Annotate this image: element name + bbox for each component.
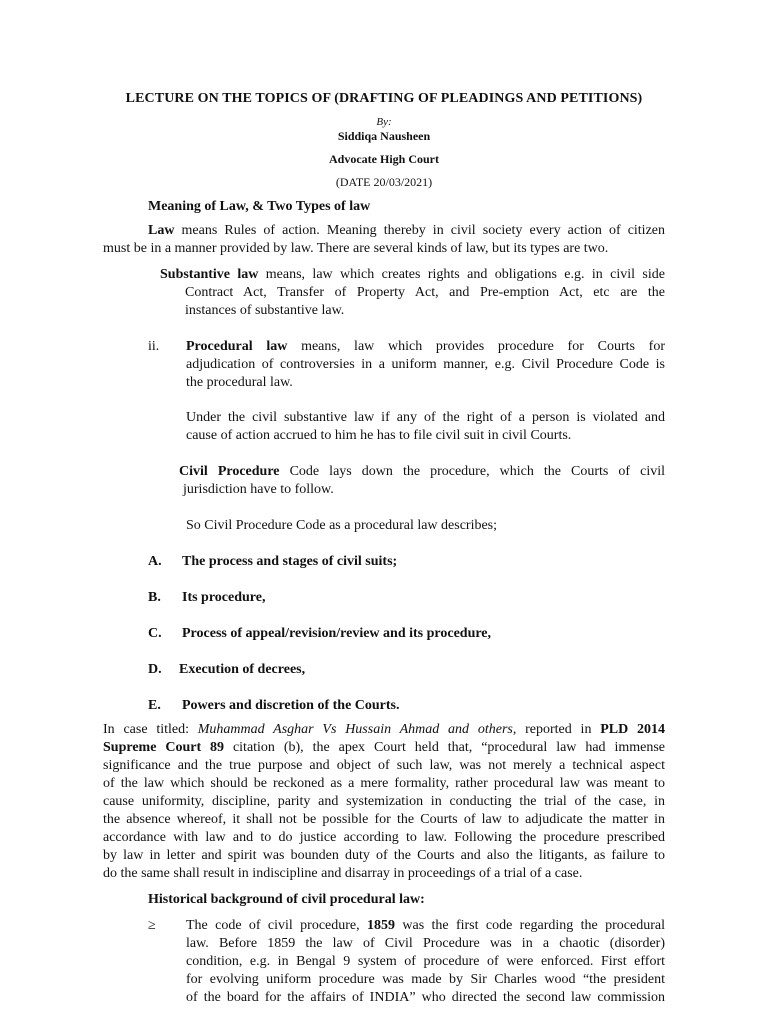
case-line-5: cause uniformity, discipline, parity and systemization in conducting the trial of the case, in [103, 794, 665, 809]
author-name: Siddiqa Nausheen [337, 129, 431, 143]
case-mid: , reported in [512, 722, 601, 737]
history-line-1 [186, 917, 665, 935]
list-marker-b: B. [148, 590, 161, 605]
procedural-line-3: the procedural law. [186, 375, 293, 390]
procedural-term: Procedural law [186, 339, 288, 354]
law-term: Law [148, 223, 175, 238]
cpc-text-1: Code lays down the procedure, which the Courts of civil [279, 464, 665, 479]
law-text-1: means Rules of action. Meaning thereby in civil society every action of citizen [174, 223, 665, 238]
case-line-7: accordance with law and to do justice according to law. Following the procedure prescribed [103, 830, 665, 845]
substantive-term: Substantive law [160, 267, 259, 282]
substantive-line-2: Contract Act, Transfer of Property Act, and Pre-emption Act, etc are the [185, 285, 665, 300]
cpc-line-1 [179, 463, 665, 481]
document-title: LECTURE ON THE TOPICS OF (DRAFTING OF PLEADINGS AND PETITIONS) [125, 91, 643, 106]
history-year: 1859 [367, 918, 396, 933]
case-line-4: of the law which should be reckoned as a mere formality, rather procedural law was meant to [103, 776, 665, 791]
case-citation-2: Supreme Court 89 [103, 740, 225, 755]
case-citation-1: PLD 2014 [600, 722, 665, 737]
cpc-line-2: jurisdiction have to follow. [183, 482, 334, 497]
history-pre: The code of civil procedure, [186, 918, 368, 933]
list-marker-c: C. [148, 626, 162, 641]
case-line-1 [103, 721, 665, 739]
section-heading-history: Historical background of civil procedural law: [148, 892, 425, 907]
history-bullet-icon: ≥ [148, 918, 156, 933]
list-item-e: Powers and discretion of the Courts. [182, 698, 400, 713]
procedural-marker: ii. [148, 339, 160, 354]
history-text-1: was the first code regarding the procedural [395, 918, 665, 933]
substantive-line-1 [160, 266, 665, 284]
substantive-line-3: instances of substantive law. [185, 303, 345, 318]
procedural-line-2: adjudication of controversies in a uniform manner, e.g. Civil Procedure Code is [186, 357, 665, 372]
list-marker-d: D. [148, 662, 162, 677]
case-line-9: do the same shall result in indiscipline and disarray in proceedings of a trial of a case. [103, 866, 583, 881]
procedural-text-1: means, law which provides procedure for Courts for [287, 339, 665, 354]
case-line-3: significance and the true purpose and object of such law, was not merely a technical aspect [103, 758, 665, 773]
history-line-5: of the board for the affairs of INDIA” who directed the second law commission [186, 990, 665, 1005]
case-line-2 [103, 739, 665, 757]
procedural-line-1 [186, 338, 665, 356]
case-line-8: by law in letter and spirit was bounden duty of the Courts and also the litigants, as failure to [103, 848, 665, 863]
case-line-6: the absence whereof, it shall not be possible for the Courts of law to adjudicate the matter in [103, 812, 665, 827]
list-marker-e: E. [148, 698, 161, 713]
section-heading-meaning: Meaning of Law, & Two Types of law [148, 199, 371, 214]
law-paragraph-line-1 [148, 222, 665, 240]
lecture-date: (DATE 20/03/2021) [335, 175, 433, 189]
history-line-3: condition, e.g. in Bengal 9 system of procedure of were enforced. First effort [186, 954, 665, 969]
substantive-text-1: means, law which creates rights and obligations e.g. in civil side [258, 267, 665, 282]
list-marker-a: A. [148, 554, 162, 569]
case-title: Muhammad Asghar Vs Hussain Ahmad and others [197, 722, 513, 737]
by-label: By: [376, 116, 392, 128]
history-line-4: for evolving uniform procedure was made by Sir Charles wood “the president [186, 972, 665, 987]
list-item-c: Process of appeal/revision/review and its procedure, [182, 626, 492, 641]
author-designation: Advocate High Court [329, 152, 439, 166]
list-item-d: Execution of decrees, [179, 662, 306, 677]
list-item-a: The process and stages of civil suits; [182, 554, 398, 569]
list-item-b: Its procedure, [182, 590, 266, 605]
history-line-2: law. Before 1859 the law of Civil Procedure was in a chaotic (disorder) [186, 936, 665, 951]
case-text-2: citation (b), the apex Court held that, “procedural law had immense [224, 740, 665, 755]
under-line-2: cause of action accrued to him he has to file civil suit in civil Courts. [186, 428, 572, 443]
case-pre: In case titled: [103, 722, 198, 737]
cpc-describes: So Civil Procedure Code as a procedural law describes; [186, 518, 498, 533]
cpc-term: Civil Procedure [179, 464, 280, 479]
law-paragraph-line-2: must be in a manner provided by law. There are several kinds of law, but its types are two. [103, 241, 609, 256]
under-line-1: Under the civil substantive law if any of the right of a person is violated and [186, 410, 665, 425]
